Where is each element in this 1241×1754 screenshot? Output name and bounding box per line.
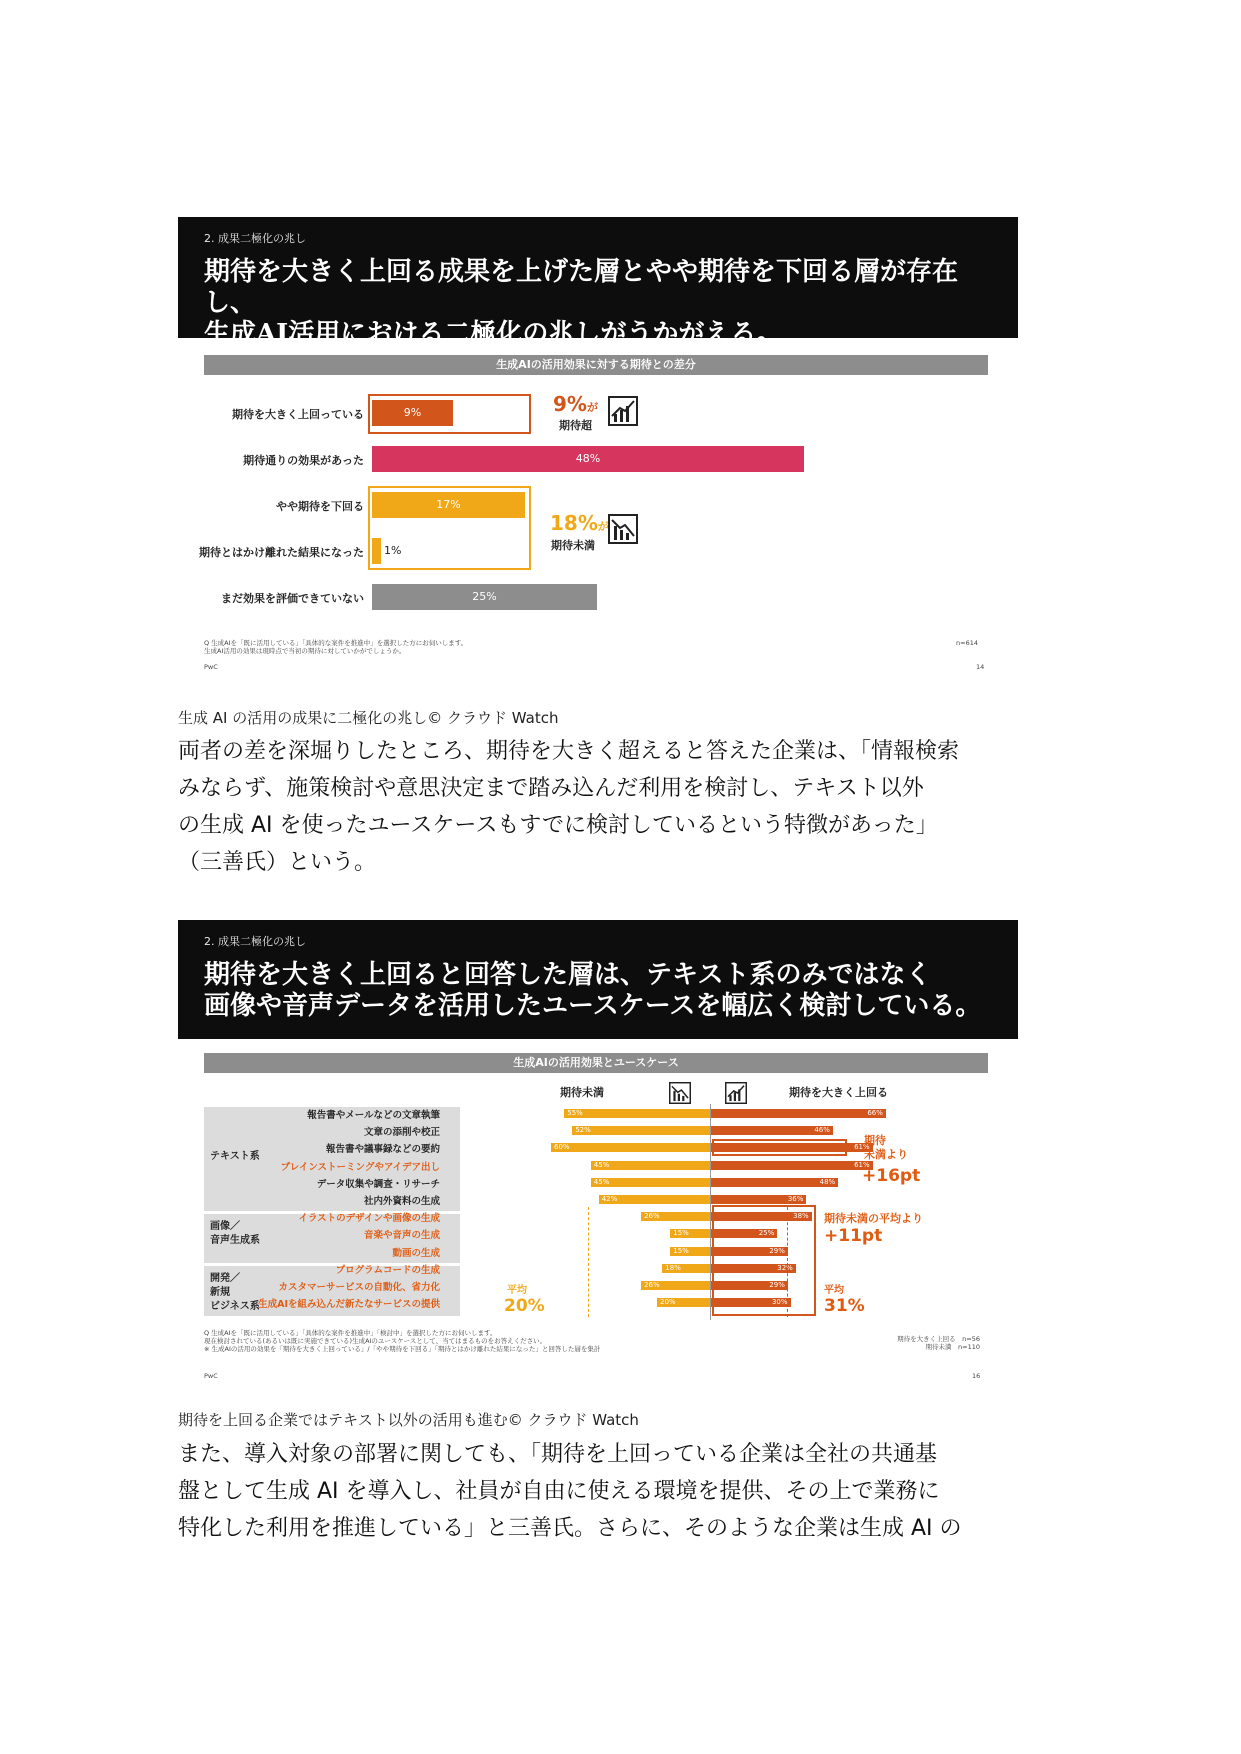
slide-title (204, 257, 1004, 350)
highlight-box-over (368, 394, 531, 434)
sample-size: n=614 (956, 639, 978, 647)
page-number: 14 (976, 663, 985, 671)
column-head-over: 期待を大きく上回る (789, 1086, 888, 1099)
bar-over-expectation: 29% (711, 1281, 788, 1290)
bar-under-expectation: 60% (551, 1143, 710, 1152)
slide-title-line: 生成AI活用における二極化の兆しがうかがえる。 (204, 319, 783, 349)
bar-over-expectation: 66% (711, 1109, 886, 1118)
slide-title-line: 期待を大きく上回る成果を上げた層とやや期待を下回る層が存在し、 (204, 257, 959, 318)
body-line: 両者の差を深堀りしたところ、期待を大きく超えると答えた企業は、「情報検索 (178, 739, 960, 764)
highlight-box-under (368, 486, 531, 570)
bar-under-expectation: 15% (670, 1247, 710, 1256)
highlight-box-nontext (712, 1205, 816, 1316)
slide-header (178, 920, 1018, 1039)
bar-over-expectation: 9% (372, 400, 453, 426)
annotation-plus16: +16pt (862, 1166, 921, 1186)
category-name: 画像／ 音声生成系 (210, 1221, 260, 1246)
bar-over-expectation: 48% (711, 1178, 838, 1187)
average-under-value: 20% (504, 1296, 545, 1316)
average-line-over (787, 1207, 788, 1317)
callout-under-label: 期待未満 (551, 539, 595, 552)
bar-over-expectation: 46% (711, 1126, 833, 1135)
bar-over-expectation: 38% (711, 1212, 812, 1221)
annotation-plus11-label: 期待未満の平均より (824, 1212, 923, 1225)
trend-down-icon (669, 1082, 691, 1104)
trend-down-icon (608, 514, 638, 544)
brand-logo: PwC (204, 663, 218, 671)
bar-over-expectation: 30% (711, 1298, 791, 1307)
page-number: 16 (972, 1372, 981, 1380)
bar-under-expectation: 26% (641, 1212, 710, 1221)
use-case-label: カスタマーサービスの自動化、省力化 (278, 1282, 440, 1293)
bar-over-expectation: 36% (711, 1195, 806, 1204)
use-case-label: イラストのデザインや画像の生成 (298, 1213, 440, 1225)
trend-up-icon (608, 396, 638, 426)
callout-over-label: 期待超 (559, 419, 592, 432)
use-case-label: 文章の添削や校正 (363, 1127, 440, 1139)
slide-header (178, 217, 1018, 349)
figure-caption: 生成 AI の活用の成果に二極化の兆し© クラウド Watch (178, 709, 559, 727)
use-case-label: 音楽や音声の生成 (363, 1230, 440, 1242)
chart-band-title: 生成AIの活用効果とユースケース (204, 1053, 988, 1073)
bar-as-expected: 48% (372, 446, 804, 472)
bar-under-expectation: 45% (591, 1161, 710, 1170)
column-head-under: 期待未満 (560, 1086, 604, 1099)
annotation-plus16-label: 期待 未満より (864, 1134, 908, 1161)
bar-under-expectation: 45% (591, 1178, 710, 1187)
bar-not-evaluated: 25% (372, 584, 597, 610)
bar-under-expectation: 15% (670, 1229, 710, 1238)
row-label: まだ効果を評価できていない (221, 592, 364, 605)
body-line: 特化した利用を推進している」と三善氏。さらに、そのような企業は生成 AI の (178, 1516, 962, 1541)
row-label: 期待通りの効果があった (243, 454, 364, 467)
body-line: （三善氏）という。 (178, 850, 377, 875)
use-case-label: 報告書や議事録などの要約 (325, 1144, 440, 1156)
use-case-label: データ収集や調査・リサーチ (316, 1178, 440, 1190)
category-name: テキスト系 (210, 1151, 260, 1162)
section-label: 2. 成果二極化の兆し (204, 935, 306, 948)
callout-under-value: 18%が (550, 511, 609, 535)
trend-up-icon (725, 1082, 747, 1104)
category-name: 開発／ 新規 ビジネス系 (210, 1273, 260, 1312)
footnote: Q 生成AIを「既に活用している」「具体的な案件を推進中」「検討中」を選択した方にお伺いします。 現在検討されている(あるいは既に実施できている)生成AIのユースケースとして、当てはまるものをお答えください。 ※ 生成AIの活用の効果を「期待を大きく上回っている」/「やや期待を下回る」「期待とはかけ離れた結果になった」と回答した層を集計 (204, 1329, 601, 1353)
bar-over-expectation: 29% (711, 1247, 788, 1256)
bar-slightly-under: 17% (372, 492, 525, 518)
bar-under-expectation: 18% (662, 1264, 710, 1273)
average-over-value: 31% (824, 1296, 865, 1316)
sample-size: 期待を大きく上回る n=56 期待未満 n=110 (897, 1335, 980, 1351)
slide-use-cases (178, 920, 1018, 1390)
footnote: Q 生成AIを「既に活用している」「具体的な案件を推進中」を選択した方にお伺いします。 生成AI活用の効果は現時点で当初の期待に対していかがでしょうか。 (204, 639, 468, 655)
body-line: の生成 AI を使ったユースケースもすでに検討しているという特徴があった」 (178, 813, 938, 838)
callout-over-value: 9%が (553, 392, 598, 416)
average-line-under (588, 1207, 589, 1317)
body-line: 盤として生成 AI を導入し、社員が自由に使える環境を提供、その上で業務に (178, 1479, 940, 1504)
body-line: また、導入対象の部署に関しても、「期待を上回っている企業は全社の共通基 (178, 1442, 938, 1467)
bar-over-expectation: 61% (711, 1143, 873, 1152)
use-case-label: 社内外資料の生成 (363, 1196, 440, 1207)
annotation-plus11: +11pt (824, 1226, 883, 1246)
brand-logo: PwC (204, 1372, 218, 1380)
bar-under-expectation: 52% (572, 1126, 710, 1135)
figure-caption: 期待を上回る企業ではテキスト以外の活用も進む© クラウド Watch (178, 1411, 639, 1429)
bar-under-expectation: 42% (599, 1195, 710, 1204)
use-case-label: プログラムコードの生成 (335, 1264, 440, 1276)
use-case-label: 報告書やメールなどの文章執筆 (307, 1110, 440, 1121)
slide-expectation-gap (178, 217, 1018, 687)
slide-title-line: 画像や音声データを活用したユースケースを幅広く検討している。 (204, 991, 982, 1021)
bar-over-expectation: 61% (711, 1161, 873, 1170)
bar-under-expectation: 26% (641, 1281, 710, 1290)
slide-title (204, 960, 1004, 1022)
bar-under-expectation: 20% (657, 1298, 710, 1307)
body-line: みならず、施策検討や意思決定まで踏み込んだ利用を検討し、テキスト以外 (178, 776, 924, 801)
section-label: 2. 成果二極化の兆し (204, 232, 306, 245)
average-over-label: 平均 (824, 1285, 844, 1296)
bar-over-expectation: 32% (711, 1264, 796, 1273)
use-case-label: 動画の生成 (392, 1247, 440, 1259)
bar-value-label: 1% (384, 544, 402, 557)
bar-under-expectation: 55% (564, 1109, 710, 1118)
use-case-label: 生成AIを組み込んだ新たなサービスの提供 (258, 1299, 440, 1311)
row-label: 期待とはかけ離れた結果になった (199, 546, 364, 559)
average-under-label: 平均 (507, 1285, 527, 1296)
bar-over-expectation: 25% (711, 1229, 777, 1238)
highlight-box-brainstorm (712, 1139, 847, 1156)
body-paragraph (178, 1436, 1078, 1547)
use-case-label: ブレインストーミングやアイデア出し (280, 1161, 440, 1173)
slide-title-line: 期待を大きく上回ると回答した層は、テキスト系のみではなく (204, 960, 932, 990)
body-paragraph (178, 733, 1078, 881)
row-label: 期待を大きく上回っている (232, 408, 364, 421)
row-label: やや期待を下回る (276, 500, 364, 513)
chart-band-title: 生成AIの活用効果に対する期待との差分 (204, 355, 988, 375)
